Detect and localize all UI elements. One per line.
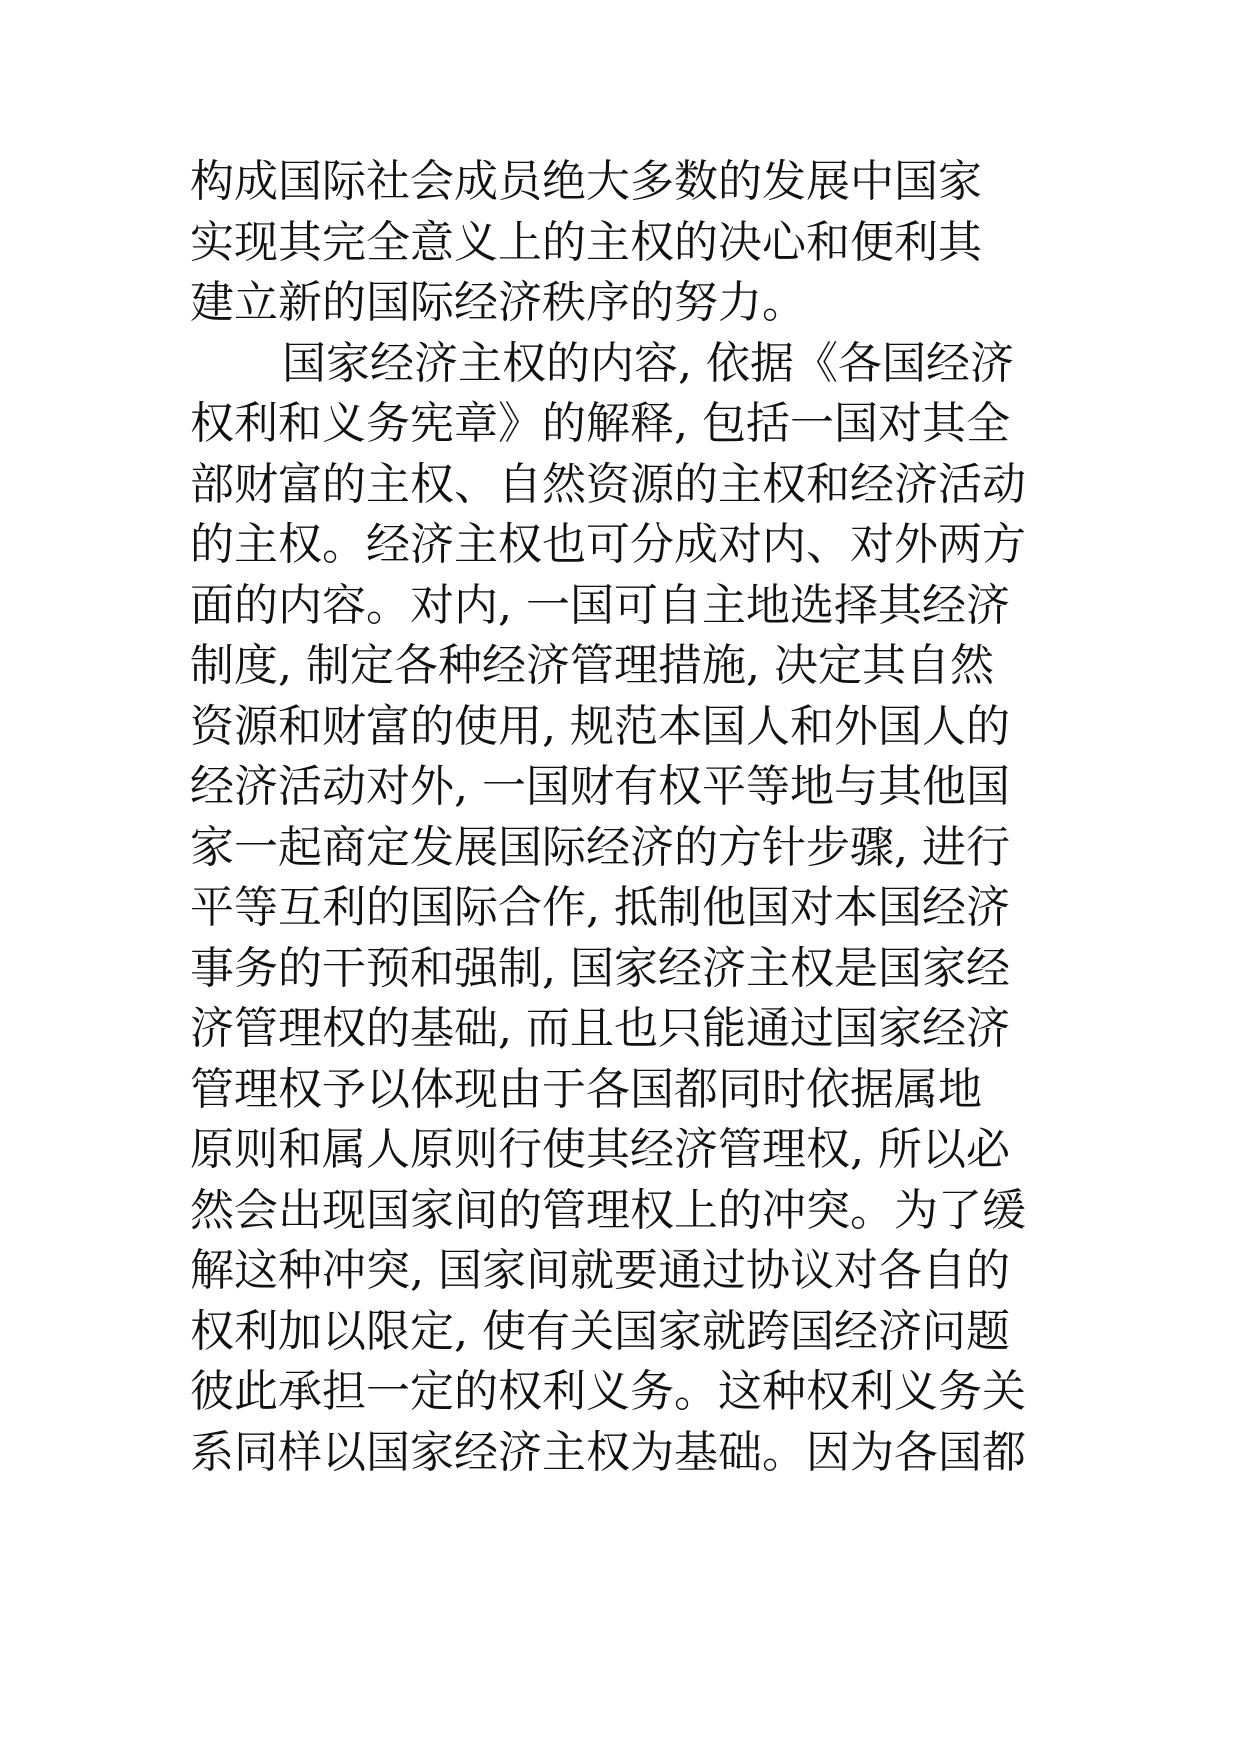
text-line: 资源和财富的使用, 规范本国人和外国人的 [190, 700, 1010, 752]
paragraph-start-line: 国家经济主权的内容, 依据《各国经济 [282, 337, 1014, 389]
text-line: 实现其完全意义上的主权的决心和便利其 [190, 216, 982, 268]
text-line: 彼此承担一定的权利义务。这种权利义务关 [190, 1366, 1026, 1417]
text-line: 构成国际社会成员绝大多数的发展中国家 [190, 156, 982, 207]
body-text [190, 152, 1070, 1483]
text-line: 事务的干预和强制, 国家经济主权是国家经 [190, 942, 1010, 994]
text-line: 权利加以限定, 使有关国家就跨国经济问题 [190, 1305, 1010, 1357]
text-line: 的主权。经济主权也可分成对内、对外两方 [190, 519, 1026, 570]
text-line: 经济活动对外, 一国财有权平等地与其他国 [190, 761, 1010, 812]
text-line: 解这种冲突, 国家间就要通过协议对各自的 [190, 1245, 1010, 1296]
text-line: 平等互利的国际合作, 抵制他国对本国经济 [190, 882, 1010, 933]
text-line: 建立新的国际经济秩序的努力。 [190, 277, 806, 328]
text-line: 部财富的主权、自然资源的主权和经济活动 [190, 458, 1026, 510]
text-line: 系同样以国家经济主权为基础。因为各国都 [190, 1426, 1026, 1478]
text-line: 家一起商定发展国际经济的方针步骤, 进行 [190, 821, 1010, 873]
text-line: 制度, 制定各种经济管理措施, 决定其自然 [190, 640, 994, 691]
text-line: 管理权予以体现由于各国都同时依据属地 [190, 1063, 982, 1115]
text-line: 然会出现国家间的管理权上的冲突。为了缓 [190, 1184, 1026, 1236]
text-line: 济管理权的基础, 而且也只能通过国家经济 [190, 1003, 1010, 1054]
text-line: 面的内容。对内, 一国可自主地选择其经济 [190, 579, 1010, 631]
text-line: 原则和属人原则行使其经济管理权, 所以必 [190, 1124, 1010, 1175]
text-line: 权利和义务宪章》的解释, 包括一国对其全 [190, 398, 1010, 449]
